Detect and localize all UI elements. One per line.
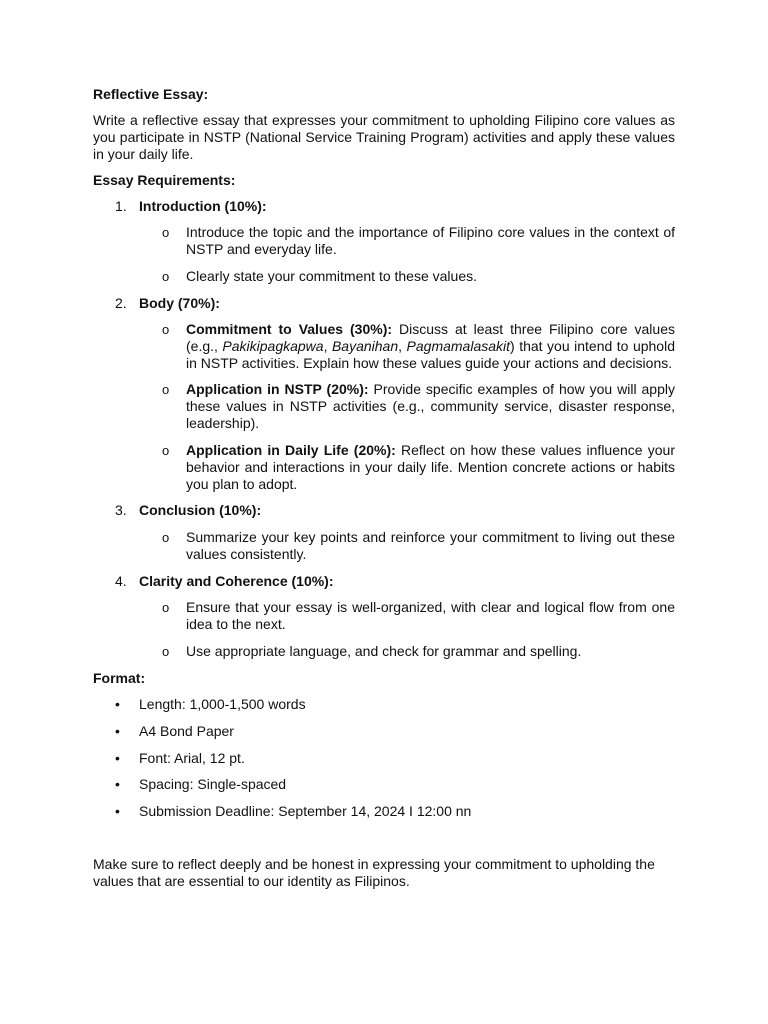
list-item-text: A4 Bond Paper [139, 723, 234, 739]
list-item-text: Clearly state your commitment to these values. [186, 268, 478, 284]
section-number: 1. [115, 198, 127, 214]
list-item-label: Application in Daily Life (20%): [186, 442, 396, 458]
list-item [93, 803, 675, 820]
list-item [93, 224, 675, 258]
list-item [93, 643, 675, 660]
list-item [93, 599, 675, 633]
sub-bullet-icon: o [162, 322, 170, 337]
bullet-icon: • [115, 696, 120, 712]
bullet-icon: • [115, 776, 120, 792]
section-body [93, 295, 675, 312]
section-heading: Body (70%): [139, 295, 220, 311]
section-heading: Conclusion (10%): [139, 502, 262, 518]
intro-paragraph: Write a reflective essay that expresses your commitment to upholding Filipino core values as you participate in NSTP (National Service Training Program) activities and apply these values in your daily life. [93, 112, 675, 162]
document-page [93, 86, 675, 890]
section-number: 3. [115, 502, 127, 518]
list-item-text: Summarize your key points and reinforce your commitment to living out these values consistently. [186, 529, 675, 562]
list-item [93, 268, 675, 285]
section-number: 4. [115, 573, 127, 589]
list-item [93, 381, 675, 432]
requirements-heading: Essay Requirements: [93, 172, 236, 188]
section-heading: Introduction (10%): [139, 198, 267, 214]
sub-bullet-icon: o [162, 382, 170, 397]
list-item-text: Provide specific examples of how you will apply these values in NSTP activities (e.g., community service, disaster response, leadership). [186, 381, 675, 431]
list-item-label: Application in NSTP (20%): [186, 381, 369, 397]
list-item-text: Use appropriate language, and check for grammar and spelling. [186, 643, 582, 659]
essay-title: Reflective Essay: [93, 86, 209, 102]
list-item-text: Introduce the topic and the importance of Filipino core values in the context of NSTP and everyday life. [186, 224, 675, 257]
list-item [93, 696, 675, 713]
sub-bullet-icon: o [162, 225, 170, 240]
list-item [93, 442, 675, 493]
section-clarity [93, 573, 675, 590]
sub-bullet-icon: o [162, 644, 170, 659]
closing-paragraph: Make sure to reflect deeply and be honest in expressing your commitment to upholding the values that are essential to our identity as Filipinos. [93, 856, 655, 889]
section-number: 2. [115, 295, 127, 311]
separator: , [323, 338, 332, 354]
list-item-text: Reflect on how these values influence your behavior and interactions in your daily life. Mention concrete actions or habits you plan to adopt. [186, 442, 675, 492]
value-term: Pakikipagkapwa [222, 338, 324, 354]
sub-bullet-icon: o [162, 269, 170, 284]
bullet-icon: • [115, 803, 120, 819]
separator: , [398, 338, 407, 354]
list-item [93, 750, 675, 767]
list-item-text: Ensure that your essay is well-organized, with clear and logical flow from one idea to the next. [186, 599, 675, 632]
list-item [93, 529, 675, 563]
sub-bullet-icon: o [162, 443, 170, 458]
list-item [93, 723, 675, 740]
bullet-icon: • [115, 750, 120, 766]
list-item-text: Length: 1,000-1,500 words [139, 696, 306, 712]
list-item-text: Submission Deadline: September 14, 2024 I 12:00 nn [139, 803, 472, 819]
section-heading: Clarity and Coherence (10%): [139, 573, 334, 589]
list-item-text: Spacing: Single-spaced [139, 776, 287, 792]
sub-bullet-icon: o [162, 530, 170, 545]
sub-bullet-icon: o [162, 600, 170, 615]
list-item-label: Commitment to Values (30%): [186, 321, 393, 337]
bullet-icon: • [115, 723, 120, 739]
list-item [93, 776, 675, 793]
format-heading: Format: [93, 670, 146, 686]
value-term: Pagmamalasakit [406, 338, 511, 354]
list-item [93, 321, 675, 372]
section-introduction [93, 198, 675, 215]
list-item-text: Font: Arial, 12 pt. [139, 750, 245, 766]
section-conclusion [93, 502, 675, 519]
value-term: Bayanihan [331, 338, 399, 354]
list-item-text: ) that you intend to uphold in NSTP activities. Explain how these values guide your actions and decisions. [186, 338, 675, 371]
list-item-text: Discuss at least three Filipino core values (e.g., [186, 321, 675, 354]
